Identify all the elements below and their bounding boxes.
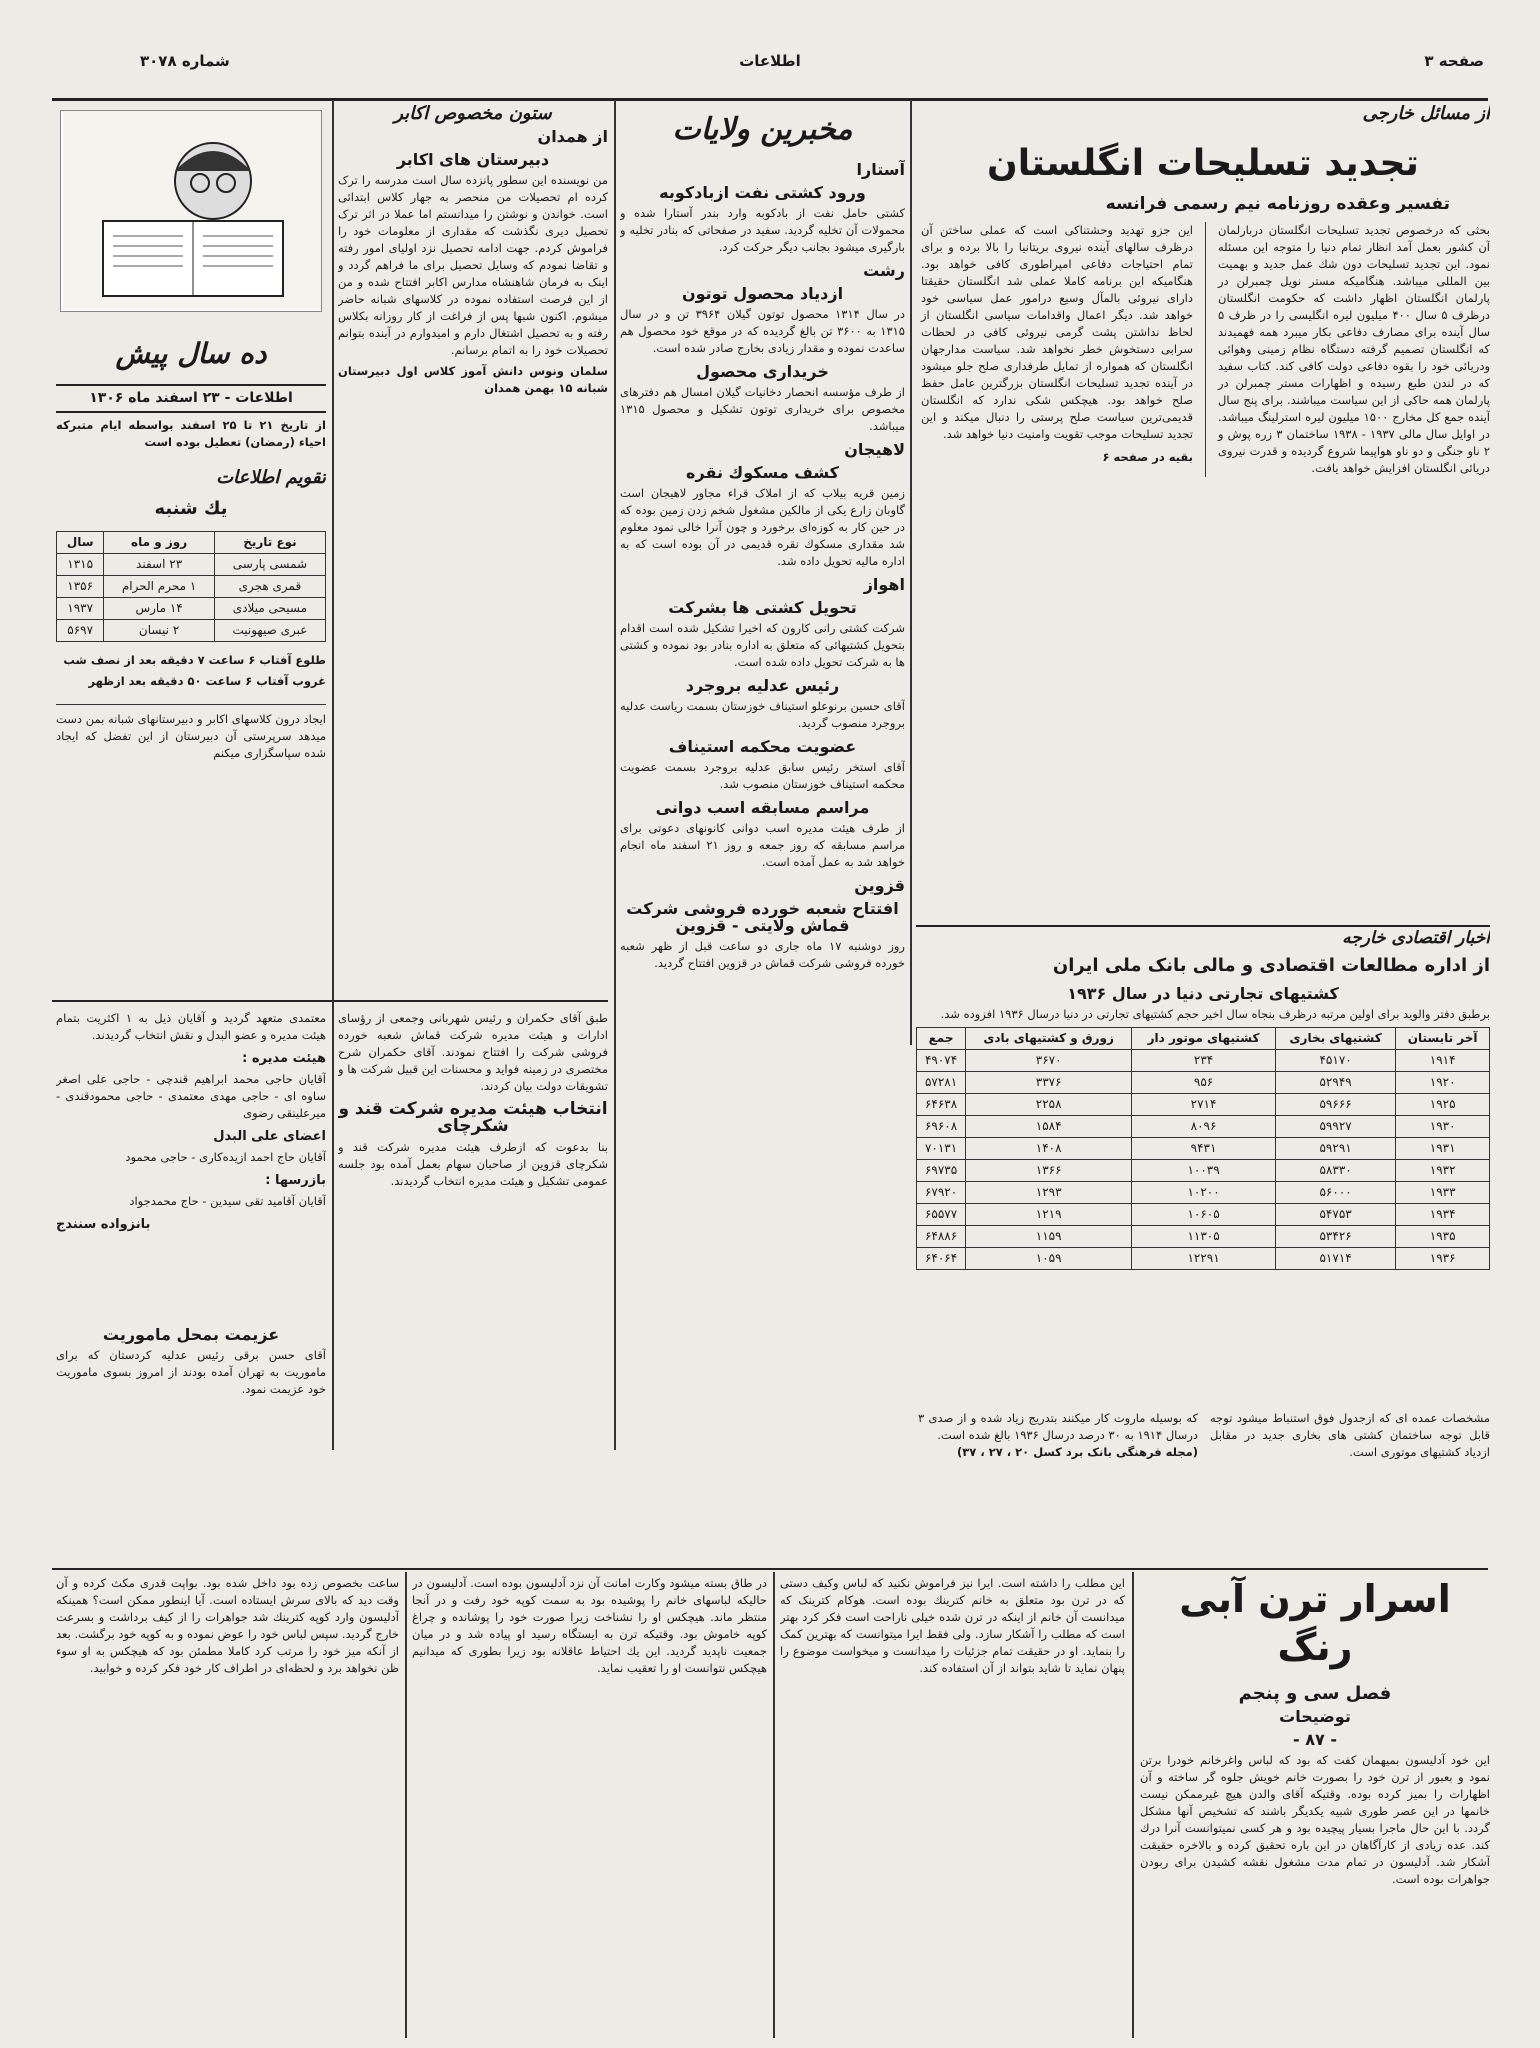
place-astara: آستارا (856, 160, 905, 179)
alternates: آقایان حاج احمد ازیده‌کاری - حاجی محمود (125, 1150, 326, 1164)
econ-intro: برطبق دفتر والوید برای اولین مرتبه درظرف بنجاه سال اخیر حجم کشتیهای تجارتی در دنیا درسال ۱۹۳۶ افزوده شد. (940, 1007, 1490, 1021)
elders-body: من نویسنده این سطور پانزده سال است مدرسه را ترک کرده ام تحصیلات من منحصر به جهار کلاس ابتدائی است. خواندن و نوشتن را میدانستم اما عملا در اثر ترک تحصیل دیری نگذشت که مقداری از معلومات خود را فراموش کردم. جهت ادامه تحصیل نزد اولیای امور رفته و تقاضا نمودم که وسایل تحصیل برای ما فراهم گردد و اینک به فرمان شاهنشاه مدارس اکابر افتتاح شده و من از این فرصت استفاده نموده در کلاسهای شبانه حاضر میشوم. اکنون شبها پس از فراغت از کار روزانه بکلاس رفته و به تحصیل اشتغال دارم و امیدوارم در آینده بتوانم تحصیلات خود را به اتمام برسانم. (338, 173, 608, 357)
ships-header: آخر تابستان (1396, 1028, 1490, 1050)
elders-headline: دبیرستان های اکابر (396, 150, 550, 169)
header-rule (52, 98, 1488, 101)
sugar-headline-body: بنا بدعوت که ازطرف هیئت مدیره شرکت قند و شکرچای قزوین از صاحبان سهام بعمل آمده بود جلسه عمومی تشکیل و هیئت مدیره انتخاب گردیدند. (338, 1140, 608, 1188)
cell: ۱۱۵۹ (966, 1226, 1132, 1248)
cell: ۱۵۸۴ (966, 1116, 1132, 1138)
cell: ۶۴۶۳۸ (917, 1094, 966, 1116)
headline-qazvin: افتتاح شعبه خورده فروشی شرکت قماش ولایتی - قزوین (626, 899, 899, 935)
serial-col4: ساعت بخصوص زده بود داخل شده بود. بواپت قدری مکث کرده و آن وقت دید که بالای سرش ایستاده است. آیا اینطور ممکن است؟ همینکه آدلیسون وارد کوپه کترینك شد جواهرات را از کیف برداشت و بسرعت خارج گردید. سپس لباس خود را عوض نموده و به کوپه خود برگشت. بعد از آنکه میز خود را مرتب کرد کاملا مطمئن بود که هیچکس به او سوء ظن نخواهد برد و لحظه‌ای در اطراف کار خود فکر کرده و خوابید. (56, 1576, 399, 1675)
hamedan-footer: بانزواده سنندج (56, 1217, 151, 1232)
cell: ۱۰۶۰۵ (1132, 1204, 1276, 1226)
divider (773, 1572, 775, 2038)
ships-header: زورق و کشتیهای بادی (966, 1028, 1132, 1050)
ships-header: جمع (917, 1028, 966, 1050)
cell: ۱۰۰۳۹ (1132, 1160, 1276, 1182)
cell: ۵۳۴۲۶ (1275, 1226, 1395, 1248)
cell: ۱۳۱۵ (57, 554, 104, 576)
cell: ۱۲۹۳ (966, 1182, 1132, 1204)
cell: ۱۲۱۹ (966, 1204, 1132, 1226)
alternates-label: اعضای علی البدل (213, 1129, 326, 1144)
elders-place: از همدان (537, 127, 608, 146)
inspectors-label: بازرسها : (265, 1173, 326, 1188)
headline-horse-race: مراسم مسابقه اسب دوانی (655, 798, 870, 817)
cell: ۱۰۲۰۰ (1132, 1182, 1276, 1204)
board-label: هیئت مدیره : (242, 1051, 326, 1066)
serial-col1: این خود آدلیسون بمیهمان کفت که بود که لباس واغرخانم خودرا برتن نمود و بعبور از ترن خود را بصورت خانم خویش جلوه گر ساخته و آن اظهارات را بمیز کرده بوده. وقتیکه آقای والدن هیچ غیرممکن نیست خانمها در این عصر طوری شبیه یکدیگر باشند که تشخیص آنها مشکل گردد. با این حال ماجرا بسیار پیچیده بود و هر کسی نمیتوانست آنرا درك كند. عده زیادی از کارآگاهان در این باره تحقیق کرده و بالاخره حقیقت آشکار شد. آدلیسون در تمام مدت مشغول نقشه کشیدن برای ربودن جواهرات بوده است. (1140, 1753, 1490, 1886)
headline-silver: کشف مسکوك نقره (686, 463, 839, 482)
section-rule (916, 925, 1490, 927)
place-ahvaz: اهواز (863, 575, 905, 594)
transfer-headline: عزیمت بمحل ماموریت (102, 1325, 280, 1344)
serial-title: اسرار ترن آبی رنگ (1179, 1577, 1451, 1669)
lead-body-left-text: این جزو تهدید وحشتناکی است که عملی ساختن آن درظرف سالهای آینده نیروی بریتانیا را بالا برده و برای تمام احتیاجات دفاعی امپراطوری کافی خواهد بود. هنگامیکه این برنامه کاملا عملی شد انگلستان حقیقتا دارای نیروئی بالمآل وسیع درامور عمل سیاسی خود خواهد شد. دیگر اعمال واقدامات سیاسی انگلستان از لحاظ نداشتن پشت گرمی نیروئی کافی در لحظات سرابی دستخوش خطر نخواهد شد. سیاست مدارجهان انگلستان که همواره از تمایل طرفداری صلح جلو میشود در آینده تجدید تسلیحات انگلستان بزرگترین عامل حفظ صلح خواهد بود. هیچکس شکی ندارد که انگلستان قدیمی‌ترین سیاست صلح پرستی را دنبال میکند و این تجدید تسلیحات موجب تقویت وامنیت دنیا خواهد شد. (921, 223, 1193, 441)
serial-col2: این مطلب را داشته است. ایرا نیز فراموش نکنید که لباس وکیف دستی که در ترن بود متعلق به خانم کترینك بوده است. هوکام کترینک که میدانست آن خانم از اینکه در ترن شده خیلی ناراحت است فکر کرد بهتر است که مطلب را آشکار سازد. ولی فقط ایرا میتوانست که بهترین کمک را بنماید. او در حقیقت تمام جزئیات را میدانست و میخواست موضوع را پنهان نماید تا شاید بتواند از آن استفاده کند. (780, 1576, 1125, 1675)
econ-note-left (918, 1410, 1198, 1461)
table-row (917, 1182, 1490, 1204)
cell: ۶۹۶۰۸ (917, 1116, 966, 1138)
ten-years-title: ده سال پیش (115, 337, 267, 370)
cell: ۲۳ اسفند (104, 554, 215, 576)
cell: ۳۶۷۰ (966, 1050, 1132, 1072)
provinces-column (620, 105, 905, 1335)
hamedan-body: معتمدی متعهد گردید و آقایان ذیل به ۱ اکثریت بتمام هیئت مدیره و عضو البدل و نقش انتخاب گردیدند. (56, 1011, 326, 1042)
table-row (917, 1094, 1490, 1116)
headline-purchase: خریداری محصول (696, 362, 829, 381)
serial-header (1140, 1575, 1490, 2035)
divider (614, 1040, 616, 1450)
cell: ۶۴۰۶۴ (917, 1248, 966, 1270)
cell: شمسی پارسی (214, 554, 325, 576)
lead-body-left (921, 222, 1193, 477)
elders-column (338, 105, 608, 1000)
sunrise: طلوع آفتاب ۶ ساعت ۷ دقیقه بعد از نصف شب (63, 653, 326, 667)
calendar-header: نوع تاریخ (214, 532, 325, 554)
cell: ۹۴۳۱ (1132, 1138, 1276, 1160)
table-row (57, 554, 326, 576)
cell: ۴۹۰۷۴ (917, 1050, 966, 1072)
cell: مسیحی میلادی (214, 598, 325, 620)
econ-source: (مجله فرهنگی بانک برد کسل ۲۰ ، ۲۷ ، ۳۷) (957, 1445, 1198, 1459)
cell: ۵۹۹۲۷ (1275, 1116, 1395, 1138)
inspectors: آقایان آقامید تقی سیدین - حاج محمدجواد (129, 1194, 326, 1208)
divider (910, 100, 912, 1045)
headline-judiciary: رئیس عدلیه بروجرد (685, 676, 840, 695)
calendar-header: روز و ماه (104, 532, 215, 554)
cell: ۱۹۱۴ (1396, 1050, 1490, 1072)
divider (1132, 1572, 1134, 2038)
cell: ۳۳۷۶ (966, 1072, 1132, 1094)
sugar-headline: انتخاب هیئت مدیره شرکت قند و شکرچای (338, 1099, 608, 1136)
page-number: صفحه ۳ (1424, 52, 1484, 70)
cell: ۱۹۲۵ (1396, 1094, 1490, 1116)
headline-oil: ورود کشتی نفت ازبادکوبه (659, 183, 866, 202)
cell: ۵۸۳۳۰ (1275, 1160, 1395, 1182)
cell: قمری هجری (214, 576, 325, 598)
divider (614, 100, 616, 1040)
column-tag: از مسائل خارجی (1362, 105, 1490, 124)
provinces-title: مخبرین ولایات (672, 112, 853, 147)
reader-illustration (60, 110, 322, 312)
econ-note-left-text: که بوسیله ماروت کار میکنند بتدریج زیاد شده و از صدی ۳ درسال ۱۹۱۴ به ۳۰ درصد درسال ۱۹۳۶ بالغ شده است. (918, 1411, 1198, 1442)
serial-number: - ۸۷ - (1293, 1730, 1337, 1749)
econ-note-right: مشخصات عمده ای که ازجدول فوق استنباط میشود توجه قابل توجه ساختمان کشتی های بخاری جدید در مقابل ازدیاد کشتیهای موتوری است. (1210, 1411, 1490, 1459)
cell: ۶۹۷۳۵ (917, 1160, 966, 1182)
body-ships: شرکت کشتی رانی کارون که اخیرا تشکیل شده است اقدام بتحویل کشتیهائی که متعلق به اداره بنادر بود نموده و کشتی ها به شرکت تحویل داده شده است. (620, 621, 905, 669)
cell: ۱۹۲۰ (1396, 1072, 1490, 1094)
transfer-body: آقای حسن برقی رئیس عدلیه کردستان که برای ماموریت به تهران آمده بودند از امروز بسوی ماموریت خود عزیمت نمود. (56, 1348, 326, 1396)
section-rule (52, 1000, 608, 1002)
serial-chapter: فصل سی و پنجم (1238, 1683, 1392, 1704)
elders-column-title: ستون مخصوص اکابر (394, 105, 552, 124)
headline-tobacco: ازدیاد محصول توتون (681, 284, 844, 303)
place-lahijan: لاهیجان (844, 440, 905, 459)
lead-title: تجدید تسلیحات انگلستان (987, 143, 1419, 184)
body-qazvin: روز دوشنبه ۱۷ ماه جاری دو ساعت قبل از ظهر شعبه خورده فروشی شرکت قماش در قزوین افتتاح گردید. (620, 939, 905, 970)
cell: ۵۶۰۰۰ (1275, 1182, 1395, 1204)
ships-table (916, 1027, 1490, 1270)
cell: ۱۹۳۱ (1396, 1138, 1490, 1160)
cell: ۲۳۴ (1132, 1050, 1276, 1072)
headline-ships: تحویل کشتی ها بشرکت (668, 598, 857, 617)
elders-signature: سلمان ونوس دانش آموز کلاس اول دبیرستان شبانه ۱۵ بهمن همدان (338, 364, 608, 395)
cell: ۴۵۱۷۰ (1275, 1050, 1395, 1072)
cell: ۱۹۳۵ (1396, 1226, 1490, 1248)
place-rasht: رشت (863, 261, 905, 280)
lead-article (916, 105, 1490, 925)
cell: ۲۷۱۴ (1132, 1094, 1276, 1116)
cell: ۱۹۳۷ (57, 598, 104, 620)
table-row (57, 598, 326, 620)
econ-title: از اداره مطالعات اقتصادی و مالی بانک ملی ایران (1052, 955, 1490, 976)
cell: ۵۷۲۸۱ (917, 1072, 966, 1094)
cell: ۱ محرم الحرام (104, 576, 215, 598)
board-members: آقایان حاجی محمد ابراهیم قندچی - حاجی علی اصغر ساوه ای - حاجی مهدی معتمدی - حاجی محمودقندی - میرعلینقی رضوی (56, 1072, 326, 1120)
econ-table-title: کشتیهای تجارتی دنیا در سال ۱۹۳۶ (1067, 984, 1339, 1003)
cell: ۷۰۱۳۱ (917, 1138, 966, 1160)
body-purchase: از طرف مؤسسه انحصار دخانیات گیلان امسال هم دفترهای مخصوص برای خریداری توتون تشکیل و محصول ۱۳۱۵ میباشد. (620, 385, 905, 433)
cell: ۱۹۳۶ (1396, 1248, 1490, 1270)
cell: ۵۴۷۵۳ (1275, 1204, 1395, 1226)
cell: ۱۹۳۴ (1396, 1204, 1490, 1226)
cell: ۱۳۶۶ (966, 1160, 1132, 1182)
cell: ۶۵۵۷۷ (917, 1204, 966, 1226)
cell: ۱۹۳۳ (1396, 1182, 1490, 1204)
hamedan-board (56, 1010, 326, 1310)
cell: ۱۲۲۹۱ (1132, 1248, 1276, 1270)
table-row (917, 1072, 1490, 1094)
table-row (57, 620, 326, 642)
cell: ۶۷۹۲۰ (917, 1182, 966, 1204)
body-appeal: آقای استخر رئیس سابق عدلیه بروجرد بسمت عضویت محکمه استیناف خوزستان منصوب شد. (620, 760, 905, 791)
cell: ۱۳۵۶ (57, 576, 104, 598)
serial-col3: در طاق بسته میشود وکارت امانت آن نزد آدلیسون بوده است. آدلیسون در حالیکه لباسهای خانم را پوشیده بود به سمت کوپه خود رفت و در آنجا منتظر ماند. هیچکس او را نشناخت زیرا صورت خود را پوشانده و چراغ کوپه خاموش بود. وقتیکه ترن به ایستگاه رسید او پیاده شد و در میان جمعیت ناپدید گردید. این یك احتیاط عاقلانه بود زیرا بطوری که میدانیم هیچکس نتوانست او را تعقیب نماید. (412, 1576, 767, 1675)
divider (332, 100, 334, 1040)
issue-number: شماره ۳۰۷۸ (140, 52, 230, 70)
transfer-news (56, 1320, 326, 1450)
cell: ۱۰۵۹ (966, 1248, 1132, 1270)
ships-header: کشتیهای موتور دار (1132, 1028, 1276, 1050)
cell: عبری صیهونیت (214, 620, 325, 642)
sugar-news (338, 1010, 608, 1450)
continued-note: بقیه در صفحه ۶ (1102, 450, 1193, 464)
body-oil: کشتی حامل نفت از بادکوبه وارد بندر آستارا شده و محمولات آن تخلیه گردید. سفید در صفحاتی که بنادر تخلیه و بارگیری میشود بجانب دیگر حرکت کرد. (620, 206, 905, 254)
cell: ۵۹۲۹۱ (1275, 1138, 1395, 1160)
table-row (917, 1248, 1490, 1270)
econ-tag: اخبار اقتصادی خارجه (1342, 930, 1490, 948)
ten-years-body: از تاریخ ۲۱ تا ۲۵ اسفند بواسطه ایام متبرکه احیاء (رمضان) تعطیل بوده است (56, 418, 326, 449)
ships-header: کشتیهای بخاری (1275, 1028, 1395, 1050)
body-silver: زمین قریه بیلاب که از املاک قراء مجاور لاهیجان است گاوبان زارع یکی از مالکین مشغول شخم زدن زمین بوده که در حین کار به کوزه‌ای برخورد و چون آنرا خالی نمود معلوم شد مقداری مسکوك نقره قدیمی در آن بوده است که به اداره مالیه تحویل داده شد. (620, 486, 905, 568)
body-tobacco: در سال ۱۳۱۴ محصول توتون گیلان ۳۹۶۴ تن و در سال ۱۳۱۵ به ۳۶۰۰ تن بالغ گردیده که در موقع خود محصول هم ساعدت نموده و مقدار زیادی بخارج صادر شده است. (620, 307, 905, 355)
cell: ۵۹۶۶۶ (1275, 1094, 1395, 1116)
foreign-econ (916, 930, 1490, 1410)
cell: ۶۴۸۸۶ (917, 1226, 966, 1248)
cell: ۸۰۹۶ (1132, 1116, 1276, 1138)
lead-subtitle: تفسیر وعقده روزنامه نیم رسمی فرانسه (1105, 194, 1450, 214)
cell: ۹۵۶ (1132, 1072, 1276, 1094)
table-row (57, 576, 326, 598)
econ-notes (916, 1410, 1490, 1560)
divider (405, 1572, 407, 2038)
calendar-header: سال (57, 532, 104, 554)
notice-body: ایجاد درون کلاسهای اکابر و دبیرستانهای شبانه بمن دست میدهد سرپرستی آن دبیرستان از این تفضل که ایجاد شده سپاسگزاری میکنم (56, 704, 326, 762)
cell: ۵۶۹۷ (57, 620, 104, 642)
table-row (917, 1204, 1490, 1226)
headline-appeal: عضویت محکمه استیناف (668, 737, 857, 756)
cell: ۱۴۰۸ (966, 1138, 1132, 1160)
ten-years-dateline: اطلاعات - ۲۳ اسفند ماه ۱۳۰۶ (56, 384, 326, 413)
place-qazvin: قزوین (854, 876, 905, 895)
body-horse-race: از طرف هیئت مدیره اسب دوانی کانونهای دعوتی برای مراسم مسابقه که روز جمعه و روز ۲۱ اسفند ماه انجام خواهد شد به عمل آمده است. (620, 821, 905, 869)
lead-body-right: بحثی که درخصوص تجدید تسلیحات انگلستان دربارلمان آن کشور بعمل آمد انظار تمام دنیا را متوجه این مسئله نمود. این تجدید تسلیحات دون شك عمل جدید و بهمیت بین المللی میباشد. هنگامیکه مستر نویل چمبرلن در پارلمان انگلستان اظهار داشت که حکومت انگلستان درظرف ۵ سال ۴۰۰ میلیون لیره انگلیسی را در ظرف ۵ سال آینده برای مصارف دفاعی بکار میبرد همه فهمیدند که انگلستان تصمیم گرفته دستگاه نظام زمینی وهوائی ودریائی خود را بقوه دفاعی دولت کافی کند. کتاب سفید که در لندن طبع رسیده و اظهارات مستر چمبرلن در پارلمان همه حاکی از این سیاست میباشند. برای پنج سال آینده جمع کل مخارج ۱۵۰۰ میلیون لیره استرلینگ میباشد. در اوایل سال مالی ۱۹۳۷ - ۱۹۳۸ ساختمان ۳ زره پوش و ۲ ناو جنگی و دو ناو هواپیما شروع گردیده و قدرت نیروی دریائی انگلستان افزایش خواهد یافت. (1218, 223, 1490, 475)
left-column (56, 330, 326, 990)
table-row (917, 1050, 1490, 1072)
cell: ۱۹۳۰ (1396, 1116, 1490, 1138)
paper-name: اطلاعات (739, 52, 801, 70)
table-row (917, 1138, 1490, 1160)
cell: ۱۴ مارس (104, 598, 215, 620)
divider (332, 1000, 334, 1450)
table-row (917, 1116, 1490, 1138)
section-rule (52, 1568, 1488, 1570)
table-row (917, 1160, 1490, 1182)
cell: ۲۲۵۸ (966, 1094, 1132, 1116)
sugar-body: طبق آقای حکمران و رئیس شهربانی وجمعی از رؤسای ادارات و هیئت مدیره شرکت قماش شعبه خورده فروشی شرکت را افتتاح نمودند. آقای حکمران شرح مختصری در زمینه فواید و محسنات این قبیل شرکت ها و تشویقات دولت بیان کردند. (338, 1011, 608, 1093)
cell: ۵۱۷۱۴ (1275, 1248, 1395, 1270)
table-row (917, 1226, 1490, 1248)
calendar-table (56, 531, 326, 642)
calendar-title: تقویم اطلاعات (216, 467, 326, 488)
sunset: غروب آفتاب ۶ ساعت ۵۰ دقیقه بعد ازظهر (88, 674, 326, 688)
serial-chapter-name: توضیحات (1279, 1707, 1351, 1726)
cell: ۱۹۳۲ (1396, 1160, 1490, 1182)
calendar-day: یك شنبه (154, 498, 228, 519)
cell: ۱۱۳۰۵ (1132, 1226, 1276, 1248)
cell: ۵۲۹۴۹ (1275, 1072, 1395, 1094)
cell: ۲ نیسان (104, 620, 215, 642)
body-judiciary: آقای حسین برنوعلو استیناف خوزستان بسمت ریاست عدلیه بروجرد منصوب گردید. (620, 699, 905, 730)
